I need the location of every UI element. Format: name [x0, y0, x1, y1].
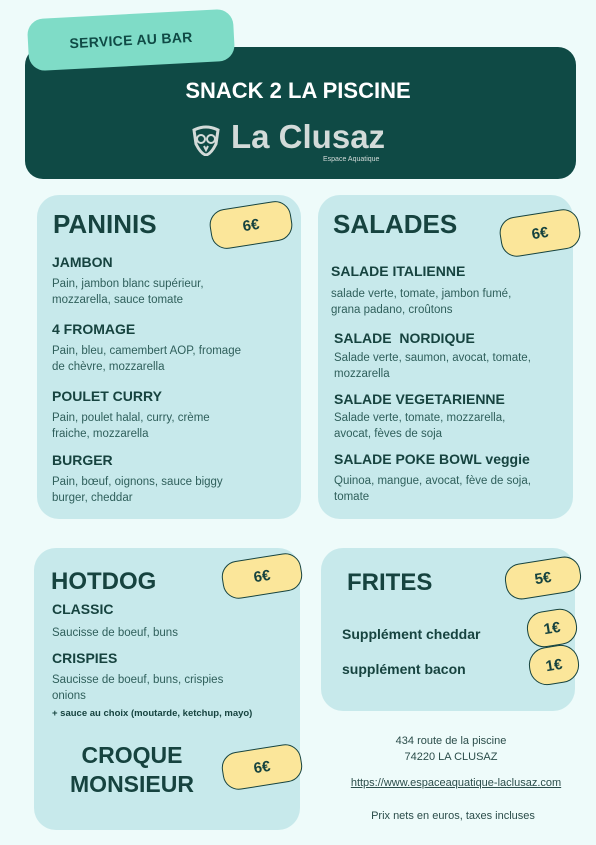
ram-head-icon — [191, 124, 221, 156]
logo-subtitle: Espace Aquatique — [323, 156, 380, 163]
frites-price: 5€ — [503, 554, 584, 601]
item-name: CLASSIC — [52, 601, 114, 617]
item-desc: Salade verte, saumon, avocat, tomate, — [334, 352, 531, 364]
item-name: SALADE ITALIENNE — [331, 263, 466, 279]
salades-title: SALADES — [333, 209, 458, 239]
item-desc: de chèvre, mozzarella — [52, 361, 165, 373]
item-name: 4 FROMAGE — [52, 321, 136, 337]
website-link[interactable]: https://www.espaceaquatique-laclusaz.com — [350, 777, 562, 789]
item-desc: Pain, poulet halal, curry, crème — [52, 412, 210, 424]
item-desc: Pain, bleu, camembert AOP, fromage — [52, 345, 241, 357]
item-desc: Pain, bœuf, oignons, sauce biggy — [52, 476, 223, 488]
item-name: SALADE VEGETARIENNE — [334, 391, 505, 407]
item-desc: mozzarella, sauce tomate — [52, 294, 184, 306]
item-name: BURGER — [52, 452, 113, 468]
page-title: SNACK 2 LA PISCINE — [185, 78, 411, 103]
item-name: CRISPIES — [52, 650, 118, 666]
item-desc: tomate — [334, 491, 370, 503]
salades-price: 6€ — [497, 207, 582, 259]
price-note: Prix nets en euros, taxes incluses — [371, 810, 535, 822]
item-name: SALADE NORDIQUE — [334, 330, 475, 346]
item-desc: mozzarella — [334, 368, 390, 380]
item-desc: avocat, fèves de soja — [334, 428, 443, 440]
item-desc: fraiche, mozzarella — [52, 428, 149, 440]
sauce-note: + sauce au choix (moutarde, ketchup, mayo) — [52, 708, 253, 719]
service-badge: SERVICE AU BAR — [27, 9, 235, 72]
supp-cheddar-label: Supplément cheddar — [342, 626, 481, 642]
supp-cheddar-price: 1€ — [524, 606, 579, 649]
item-desc: Salade verte, tomate, mozzarella, — [334, 412, 506, 424]
croque-title-line2: MONSIEUR — [70, 771, 194, 797]
item-desc: Quinoa, mangue, avocat, fève de soja, — [334, 475, 531, 487]
hotdog-price: 6€ — [220, 551, 305, 601]
paninis-price: 6€ — [207, 199, 294, 251]
item-desc: grana padano, croûtons — [331, 304, 453, 316]
croque-price: 6€ — [220, 742, 305, 792]
item-name: POULET CURRY — [52, 388, 162, 404]
item-name: SALADE POKE BOWL veggie — [334, 451, 530, 467]
frites-title: FRITES — [347, 569, 433, 596]
item-desc: Saucisse de boeuf, buns — [52, 627, 178, 639]
item-desc: Saucisse de boeuf, buns, crispies — [52, 674, 224, 686]
item-desc: salade verte, tomate, jambon fumé, — [331, 288, 512, 300]
logo-text: La Clusaz — [231, 118, 386, 155]
item-desc: burger, cheddar — [52, 492, 133, 504]
address-line2: 74220 LA CLUSAZ — [404, 751, 498, 763]
item-name: JAMBON — [52, 254, 113, 270]
supp-bacon-label: supplément bacon — [342, 661, 466, 677]
item-desc: Pain, jambon blanc supérieur, — [52, 278, 204, 290]
address-line1: 434 route de la piscine — [395, 735, 507, 747]
paninis-title: PANINIS — [53, 209, 157, 239]
logo — [188, 120, 428, 164]
hotdog-title: HOTDOG — [51, 568, 157, 595]
supp-bacon-price: 1€ — [526, 642, 581, 687]
croque-title-line1: CROQUE — [81, 742, 183, 768]
item-desc: onions — [52, 690, 86, 702]
